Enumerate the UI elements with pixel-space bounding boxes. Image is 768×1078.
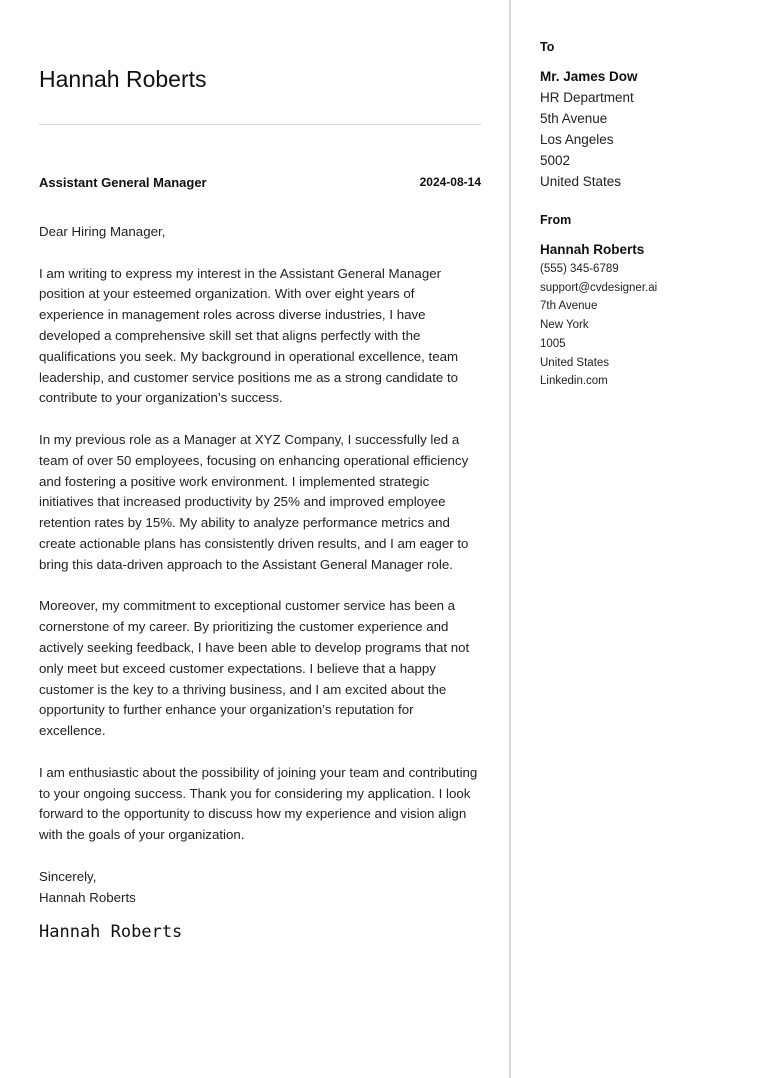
applicant-name: Hannah Roberts (39, 66, 207, 92)
sender-zip: 1005 (540, 337, 566, 350)
to-heading: To (540, 40, 555, 54)
sender-email[interactable]: support@cvdesigner.ai (540, 281, 658, 294)
recipient-zip: 5002 (540, 153, 571, 168)
handwritten-signature: Hannah Roberts (39, 922, 183, 942)
paragraph-2: In my previous role as a Manager at XYZ Company, I successfully led a team of over 50 employees, focusing on enhancing operational efficiency and fostering a positive work environment. I implemented strategic initiatives that increased productivity by 25% and improved employee retention rates by 15%. My ability to analyze performance metrics and create actionable plans has consistently driven results, and I am eager to bring this data-driven approach to the Assistant General Manager role. (39, 431, 469, 572)
recipient-name: Mr. James Dow (540, 69, 638, 84)
sender-city: New York (540, 319, 589, 332)
sender-country: United States (540, 356, 610, 369)
recipient-address (540, 66, 638, 192)
recipient-street: 5th Avenue (540, 111, 608, 126)
paragraph-4: I am enthusiastic about the possibility of joining your team and contributing to your ongoing success. Thank you for considering my application. I look forward to the opportunity to discuss how my experience and vision align with the goals of your organization. (39, 764, 478, 843)
sender-address (540, 239, 657, 391)
paragraph-1: I am writing to express my interest in the Assistant General Manager position at your esteemed organization. With over eight years of experience in management roles across diverse industries, I have developed a comprehensive skill set that aligns perfectly with the qualifications you seek. My background in operational excellence, team leadership, and customer service positions me as a strong candidate to contribute to your organization’s success. (39, 265, 459, 406)
sender-street: 7th Avenue (540, 300, 598, 313)
sender-phone: (555) 345-6789 (540, 263, 619, 275)
from-heading: From (540, 213, 572, 227)
letter-date: 2024-08-14 (419, 175, 481, 189)
closing-name: Hannah Roberts (39, 889, 136, 905)
column-divider (509, 0, 511, 1078)
recipient-country: United States (540, 174, 622, 189)
letter-body (39, 222, 481, 908)
sender-linkedin[interactable]: Linkedin.com (540, 375, 608, 388)
recipient-city: Los Angeles (540, 132, 614, 147)
closing: Sincerely, (39, 868, 97, 884)
recipient-department: HR Department (540, 90, 634, 105)
job-title: Assistant General Manager (39, 175, 207, 190)
sender-name: Hannah Roberts (540, 242, 645, 257)
paragraph-3: Moreover, my commitment to exceptional customer service has been a cornerstone of my career. By prioritizing the customer experience and actively seeking feedback, I have been able to develop programs that not only meet but exceed customer expectations. I believe that a happy customer is the key to a thriving business, and I am excited about the opportunity to further enhance your organization’s reputation for excellence. (39, 598, 470, 739)
header-divider (39, 124, 481, 125)
salutation: Dear Hiring Manager, (39, 224, 166, 239)
